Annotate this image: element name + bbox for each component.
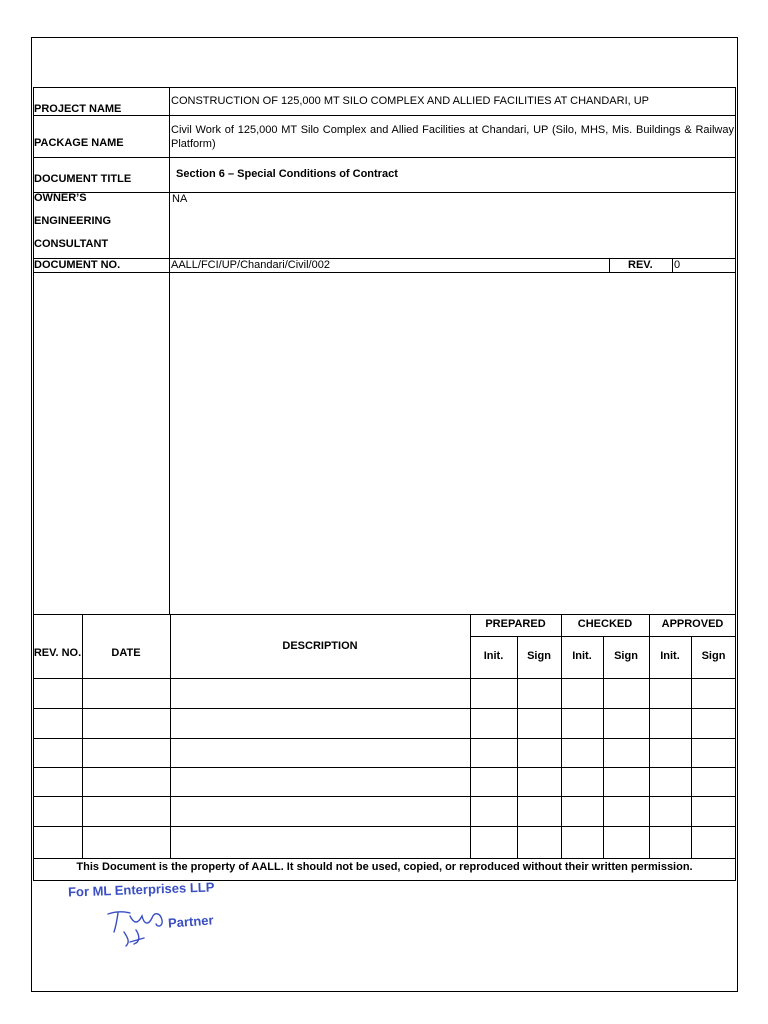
rev-label: REV.: [628, 259, 653, 271]
property-notice: This Document is the property of AALL. It should not be used, copied, or reproduced without their written permission.: [76, 861, 693, 873]
prepared-sign-header: Sign: [527, 650, 551, 662]
package-name-label: PACKAGE NAME: [34, 137, 124, 149]
approved-header: APPROVED: [661, 618, 724, 630]
document-no-label: DOCUMENT NO.: [34, 259, 121, 271]
document-title-value: Section 6 – Special Conditions of Contract: [176, 168, 398, 180]
project-name-value: CONSTRUCTION OF 125,000 MT SILO COMPLEX AND ALLIED FACILITIES AT CHANDARI, UP: [171, 95, 650, 107]
owners-label-line-1: OWNER’S: [34, 192, 87, 204]
company-stamp: For ML Enterprises LLP: [67, 879, 215, 900]
partner-label: Partner: [167, 912, 214, 931]
approved-sign-header: Sign: [701, 650, 726, 662]
owners-label-line-2: ENGINEERING: [34, 215, 112, 227]
date-header: DATE: [111, 647, 141, 659]
project-name-label: PROJECT NAME: [34, 103, 122, 115]
checked-header: CHECKED: [577, 618, 633, 630]
approved-init-header: Init.: [660, 650, 680, 662]
header-table: [33, 87, 736, 881]
rev-value: 0: [674, 259, 681, 271]
checked-init-header: Init.: [572, 650, 592, 662]
owners-label-line-3: CONSULTANT: [34, 238, 109, 250]
description-header: DESCRIPTION: [282, 640, 358, 652]
prepared-init-header: Init.: [483, 650, 504, 662]
document-no-value: AALL/FCI/UP/Chandari/Civil/002: [171, 259, 330, 271]
prepared-header: PREPARED: [485, 618, 546, 630]
owners-consultant-value: NA: [172, 193, 188, 205]
document-title-label: DOCUMENT TITLE: [34, 173, 132, 185]
package-name-value: Civil Work of 125,000 MT Silo Complex and Allied Facilities at Chandari, UP (Silo, MHS, Mis. Buildings & Railway Platform): [171, 124, 734, 150]
rev-no-header: REV. NO.: [33, 647, 82, 659]
checked-sign-header: Sign: [614, 650, 638, 662]
